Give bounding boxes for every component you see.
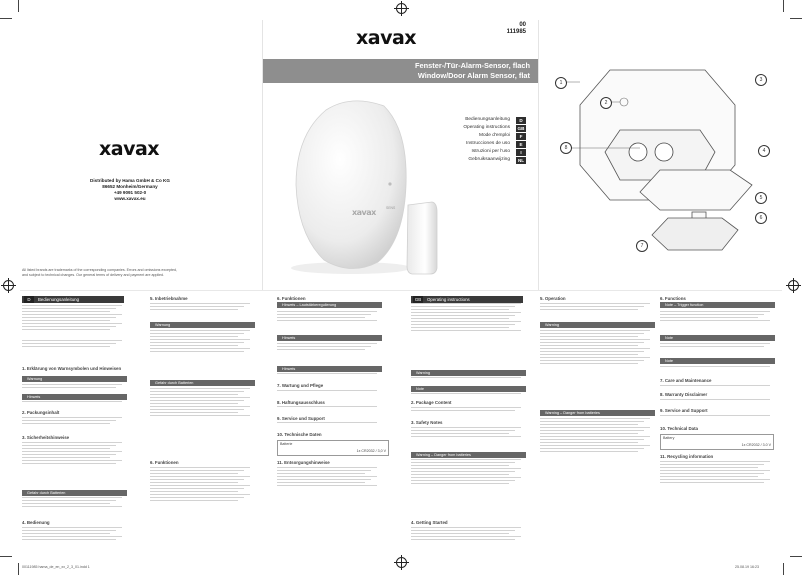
text-line-placeholder [660,346,764,347]
text-line-placeholder [411,477,521,478]
text-line-placeholder [277,473,365,474]
callout-number: 3 [755,74,767,86]
text-line-placeholder [22,530,116,531]
heading-en-service: 9. Service and Support [660,408,708,413]
callout-number: 2 [600,97,612,109]
registration-mark-left [3,280,14,291]
text-line-placeholder [660,464,764,465]
title-banner [263,59,538,83]
text-line-placeholder [22,451,122,452]
callout-number: 5 [755,192,767,204]
text-line-placeholder [22,308,116,309]
distributor-line: Distributed by Hama GmbH & Co KG [90,178,170,183]
crop-mark [783,0,784,12]
led-indicator [388,182,391,185]
distributor-line: 86652 Monheim/Germany [102,184,158,189]
legal-notice [22,268,260,278]
crop-mark [18,563,19,575]
callout-number: 7 [636,240,648,252]
footer-filename: 00111985 hama_de_en_xx_2_3_01.indd 1 [22,565,90,569]
language-row: Bedienungsanleitung [465,117,510,122]
warning-bar-de-3: Gefahr durch Batterien [150,380,255,386]
note-bar-en-3: Note [660,358,775,364]
text-line-placeholder [411,377,521,378]
text-line-placeholder [540,345,638,346]
tech-label-en: Battery [663,436,675,440]
distributor-block [90,178,170,202]
text-line-placeholder [150,400,244,401]
heading-en-ops: 4. Getting Started [411,520,448,525]
panel-divider [538,20,539,290]
text-line-placeholder [22,384,122,385]
text-line-placeholder [150,470,244,471]
text-line-placeholder [540,421,644,422]
crop-mark [18,0,19,12]
text-line-placeholder [22,457,110,458]
section-header-de: D Bedienungsanleitung [22,296,124,303]
text-line-placeholder [660,385,770,386]
text-line-placeholder [540,351,644,352]
language-code: F [516,133,526,140]
text-line-placeholder [150,394,238,395]
text-line-placeholder [150,345,238,346]
heading-de-service: 9. Service und Support [277,416,325,421]
text-line-placeholder [411,321,521,322]
text-line-placeholder [411,318,509,319]
text-line-placeholder [411,459,521,460]
text-line-placeholder [150,476,250,477]
heading-en-recycle: 11. Recycling information [660,454,714,459]
text-line-placeholder [277,349,365,350]
language-code: NL [517,158,525,163]
danger-bar-de: Gefahr durch Batterien [22,490,127,496]
text-line-placeholder [411,410,515,411]
warning-bar-en-2: Warning [540,322,655,328]
heading-de-symbols: 1. Erklärung von Warnsymbolen und Hinweisen [22,366,122,371]
callout-number: 1 [555,77,567,89]
text-line-placeholder [411,315,515,316]
heading-en-functions: 6. Functions [660,296,686,301]
text-line-placeholder [150,488,244,489]
text-line-placeholder [277,390,377,391]
note-bar-de-2: Hinweis [277,335,382,341]
text-line-placeholder [277,479,371,480]
text-line-placeholder [540,333,644,334]
registration-mark-bottom [396,557,407,568]
text-line-placeholder [540,442,638,443]
heading-de-safety: 3. Sicherheitshinweise [22,435,70,440]
text-line-placeholder [411,393,521,394]
text-line-placeholder [411,306,515,307]
text-line-placeholder [22,401,122,402]
warning-bar-en: Warning [411,370,526,376]
note-bar-en: Note [411,386,526,392]
tech-table-de [277,440,389,456]
text-line-placeholder [540,445,650,446]
text-line-placeholder [411,303,521,304]
text-line-placeholder [150,388,250,389]
text-line-placeholder [411,468,521,469]
text-line-placeholder [660,343,770,344]
note-bar-de: Hinweis [22,394,127,400]
text-line-placeholder [22,460,122,461]
tech-value-en: 1x CR2032 / 3.0 V [741,443,771,447]
text-line-placeholder [540,309,638,310]
registration-mark-top [396,3,407,14]
text-line-placeholder [411,471,515,472]
text-line-placeholder [150,339,250,340]
text-line-placeholder [660,479,770,480]
callout-number: 6 [755,212,767,224]
text-line-placeholder [540,303,650,304]
parts-diagram [540,60,780,260]
text-line-placeholder [540,436,650,437]
text-line-placeholder [411,462,515,463]
product-title-de: Fenster-/Tür-Alarm-Sensor, flach [415,61,530,70]
note-bar-de-3: Hinweis [277,366,382,372]
text-line-placeholder [22,497,122,498]
text-line-placeholder [150,303,250,304]
heading-de-scope: 2. Packungsinhalt [22,410,60,415]
heading-de-setup: 5. Inbetriebnahme [150,296,188,301]
language-list [432,116,526,168]
sensor-label: SENS [386,206,396,210]
text-line-placeholder [411,483,509,484]
text-line-placeholder [660,467,758,468]
text-line-placeholder [150,306,244,307]
text-line-placeholder [411,530,515,531]
text-line-placeholder [540,427,650,428]
text-line-placeholder [411,527,521,528]
text-line-placeholder [540,354,638,355]
text-line-placeholder [540,430,644,431]
text-line-placeholder [411,433,509,434]
text-line-placeholder [277,470,371,471]
text-line-placeholder [22,445,116,446]
text-line-placeholder [277,314,371,315]
text-line-placeholder [22,317,116,318]
text-line-placeholder [660,470,770,471]
text-line-placeholder [150,494,250,495]
text-line-placeholder [150,403,238,404]
text-line-placeholder [277,311,377,312]
heading-de-tech: 10. Technische Daten [277,432,322,437]
text-line-placeholder [540,330,650,331]
tech-table-en [660,434,774,450]
text-line-placeholder [660,317,758,318]
note-bar-en-trigger: Note – Trigger function [660,302,775,308]
text-line-placeholder [150,333,244,334]
text-line-placeholder [22,329,110,330]
text-line-placeholder [22,326,116,327]
language-code: GB [517,126,525,131]
language-code: E [516,141,526,148]
text-line-placeholder [277,317,365,318]
text-line-placeholder [540,433,638,434]
text-line-placeholder [411,312,521,313]
diagram-battery [629,143,647,161]
distributor-line: +49 9091 502-0 [113,190,147,195]
text-line-placeholder [150,497,244,498]
text-line-placeholder [411,427,521,428]
text-line-placeholder [150,491,238,492]
text-line-placeholder [22,340,122,341]
language-code: D [516,117,526,124]
danger-bar-en: Warning – Danger from batteries [411,452,526,458]
text-line-placeholder [22,448,110,449]
language-row: Gebruiksaanwijzing [468,157,510,162]
heading-de-disposal: 11. Entsorgungshinweise [277,460,330,465]
item-code: 00 [519,22,526,28]
text-line-placeholder [150,309,238,310]
language-row: Operating instructions [463,125,510,130]
text-line-placeholder [411,533,509,534]
section-header-en: GB Operating instructions [411,296,523,303]
text-line-placeholder [150,336,238,337]
heading-en-scope: 2. Package Content [411,400,452,405]
text-line-placeholder [150,391,244,392]
text-line-placeholder [411,465,509,466]
text-line-placeholder [277,476,377,477]
text-line-placeholder [540,306,644,307]
text-line-placeholder [277,482,365,483]
text-line-placeholder [660,476,758,477]
text-line-placeholder [411,436,521,437]
text-line-placeholder [540,348,650,349]
text-line-placeholder [22,500,116,501]
text-line-placeholder [150,415,250,416]
warning-bar-de: Warnung [22,376,127,382]
text-line-placeholder [660,473,764,474]
text-line-placeholder [540,360,644,361]
text-line-placeholder [277,467,377,468]
brand-logo-front: xavax [356,27,417,49]
text-line-placeholder [411,324,515,325]
text-line-placeholder [277,422,377,423]
diagram-battery [655,143,673,161]
text-line-placeholder [150,348,250,349]
text-line-placeholder [150,485,250,486]
distributor-line: www.xavax.eu [114,196,146,201]
text-line-placeholder [540,451,638,452]
text-line-placeholder [660,311,770,312]
text-line-placeholder [150,412,238,413]
text-line-placeholder [22,533,110,534]
text-line-placeholder [150,473,238,474]
language-row: Istruzioni per l'uso [471,149,510,154]
text-line-placeholder [150,482,238,483]
warning-bar-de-2: Warnung [150,322,255,328]
text-line-placeholder [277,346,371,347]
text-line-placeholder [150,342,244,343]
warning-bar-en-3: Warning – Danger from batteries [540,410,655,416]
text-line-placeholder [22,311,110,312]
text-line-placeholder [22,506,122,507]
product-title-en: Window/Door Alarm Sensor, flat [417,71,530,80]
text-line-placeholder [150,467,250,468]
text-line-placeholder [22,305,122,306]
heading-de-care: 7. Wartung und Pflege [277,383,324,388]
text-line-placeholder [22,417,122,418]
magnet-part [407,202,437,274]
text-line-placeholder [540,424,638,425]
item-number: 111985 [506,29,526,35]
text-line-placeholder [150,330,250,331]
crop-mark [0,18,12,19]
language-row: Mode d'emploi [478,133,510,138]
text-line-placeholder [150,406,250,407]
text-line-placeholder [540,339,650,340]
callout-number: 4 [758,145,770,157]
text-line-placeholder [660,314,764,315]
text-line-placeholder [22,387,116,388]
text-line-placeholder [411,539,515,540]
crop-mark [790,556,802,557]
footer-timestamp: 25.08.19 16:23 [735,565,759,569]
text-line-placeholder [22,320,110,321]
text-line-placeholder [22,503,110,504]
product-photo [266,90,441,280]
legal-line: All listed brands are trademarks of the corresponding companies. Errors and omissions excepted, [22,268,178,272]
fold-line [20,290,782,291]
diagram-mount-plate [640,170,752,210]
text-line-placeholder [411,536,521,537]
text-line-placeholder [660,482,764,483]
crop-mark [790,18,802,19]
text-line-placeholder [22,346,110,347]
heading-en-setup: 5. Operation [540,296,566,301]
heading-en-warranty: 8. Warranty Disclaimer [660,392,708,397]
text-line-placeholder [411,480,515,481]
language-code: I [516,149,526,156]
text-line-placeholder [540,363,638,364]
text-line-placeholder [277,320,377,321]
text-line-placeholder [150,351,244,352]
diagram-adhesive-pad [652,218,738,250]
text-line-placeholder [411,430,515,431]
heading-de-functions: 6. Funktionen [150,460,179,465]
text-line-placeholder [22,536,122,537]
legal-line: and subject to technical changes. Our general terms of delivery and payment are applied. [22,273,165,277]
text-line-placeholder [540,357,650,358]
heading-en-tech: 10. Technical Data [660,426,698,431]
text-line-placeholder [150,397,250,398]
crop-mark [0,556,12,557]
text-line-placeholder [22,539,116,540]
text-line-placeholder [540,418,650,419]
heading-de-warranty: 8. Haftungsausschluss [277,400,325,405]
language-row: Instrucciones de uso [466,141,510,146]
note-bar-de-sound: Hinweis – Lautstärkeregulierung [277,302,382,308]
text-line-placeholder [22,454,116,455]
text-line-placeholder [660,461,770,462]
text-line-placeholder [660,320,770,321]
text-line-placeholder [277,406,377,407]
text-line-placeholder [411,474,509,475]
text-line-placeholder [660,366,770,367]
text-line-placeholder [540,336,638,337]
text-line-placeholder [22,442,122,443]
text-line-placeholder [660,399,770,400]
heading-de-ops: 4. Bedienung [22,520,50,525]
heading-en-care: 7. Care and Maintenance [660,378,712,383]
text-line-placeholder [411,309,509,310]
tech-value-de: 1x CR2032 / 3,0 V [356,449,386,453]
callout-number: 8 [560,142,572,154]
text-line-placeholder [22,343,116,344]
text-line-placeholder [540,342,644,343]
text-line-placeholder [22,323,122,324]
text-line-placeholder [540,448,644,449]
text-line-placeholder [277,343,377,344]
text-line-placeholder [150,479,244,480]
text-line-placeholder [277,373,377,374]
text-line-placeholder [540,439,644,440]
heading-en-safety: 3. Safety Notes [411,420,443,425]
text-line-placeholder [22,420,116,421]
text-line-placeholder [411,407,521,408]
text-line-placeholder [660,415,770,416]
text-line-placeholder [150,409,244,410]
sensor-logo: xavax [352,208,376,217]
crop-mark [783,563,784,575]
tech-label-de: Batterie [280,442,293,446]
text-line-placeholder [411,327,509,328]
text-line-placeholder [22,527,122,528]
text-line-placeholder [22,463,116,464]
brand-logo: xavax [99,138,160,160]
text-line-placeholder [150,500,238,501]
text-line-placeholder [411,330,521,331]
heading-de-functions-2: 6. Funktionen [277,296,306,301]
registration-mark-right [788,280,799,291]
text-line-placeholder [22,314,122,315]
text-line-placeholder [22,423,110,424]
text-line-placeholder [277,485,377,486]
note-bar-en-2: Note [660,335,775,341]
